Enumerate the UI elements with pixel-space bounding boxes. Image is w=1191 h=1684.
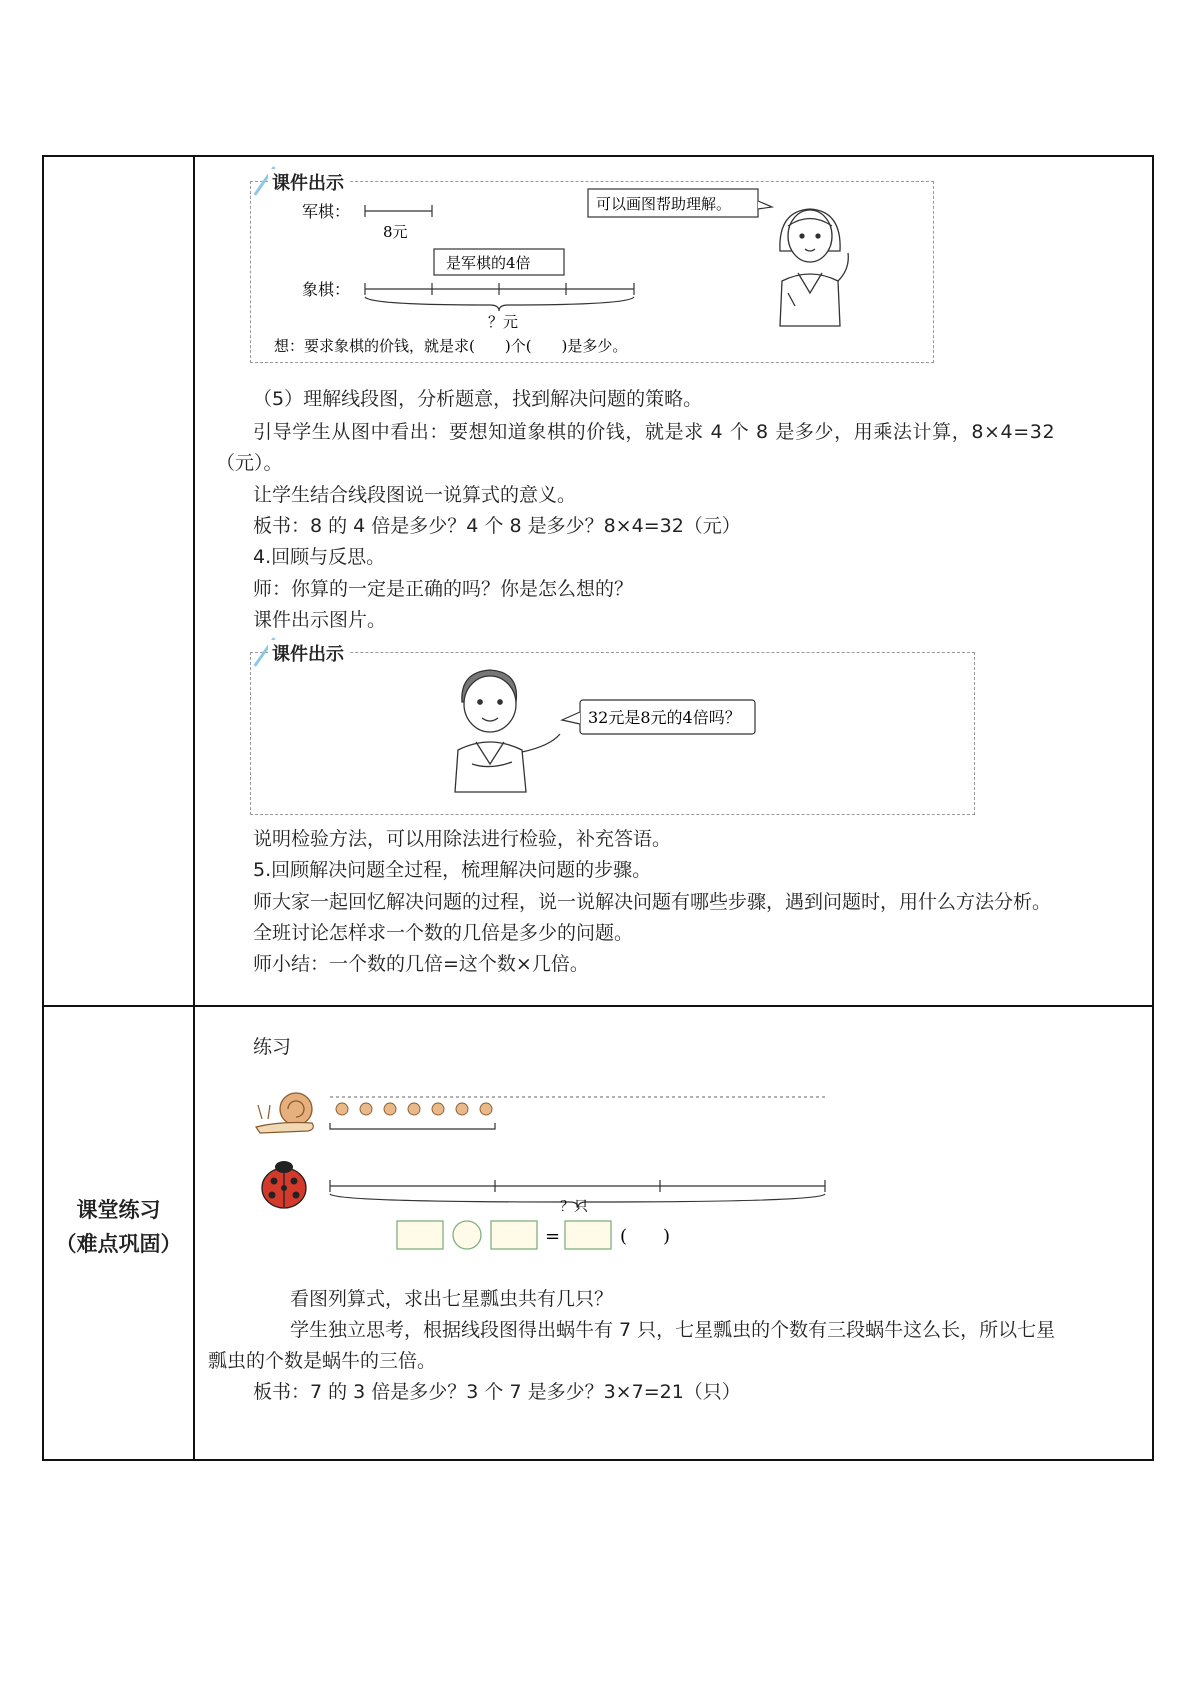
callout-text: 是军棋的4倍 [446, 254, 531, 272]
column-divider [193, 157, 195, 1459]
question-price: ？元 [488, 313, 519, 331]
paragraph-review-process: 5.回顾解决问题全过程，梳理解决问题的步骤。 [253, 859, 652, 881]
paragraph-review-heading: 4.回顾与反思。 [253, 546, 386, 568]
snail-ladybug-diagram [250, 1083, 850, 1263]
snail-bracket [330, 1123, 495, 1129]
paragraph-verify: 说明检验方法，可以用除法进行检验，补充答语。 [253, 828, 672, 850]
courseware-title-1: 课件出示 [268, 169, 348, 195]
practice-question: 看图列算式，求出七星瓢虫共有几只？ [290, 1288, 614, 1310]
paragraph-teacher-ask: 师：你算的一定是正确的吗？你是怎么想的？ [253, 578, 634, 600]
girl-illustration [780, 209, 848, 326]
row-label-line2: （难点巩固） [55, 1232, 182, 1256]
ladybug-question: ？只 [560, 1199, 588, 1215]
junqi-label: 军棋： [302, 202, 351, 221]
small-snails-row [336, 1103, 492, 1115]
row-divider [44, 1005, 1152, 1007]
xiangqi-label: 象棋： [302, 280, 351, 299]
boy-illustration [455, 670, 560, 792]
answer-box-1 [397, 1221, 443, 1249]
row-label-practice [44, 1193, 193, 1261]
paragraph-discuss: 全班讨论怎样求一个数的几倍是多少的问题。 [253, 922, 634, 944]
practice-thinking-cont: 瓢虫的个数是蜗牛的三倍。 [208, 1350, 437, 1372]
paragraph-board-1: 板书：8 的 4 倍是多少？4 个 8 是多少？8×4=32（元） [253, 515, 741, 537]
think-text: 想：要求象棋的价钱，就是求( )个( )是多少。 [274, 337, 628, 355]
bubble-text: 可以画图帮助理解。 [596, 195, 732, 213]
row-label-line1: 课堂练习 [76, 1198, 161, 1222]
boy-question-figure [250, 652, 975, 815]
snail-icon [256, 1093, 313, 1133]
paragraph-guide: 引导学生从图中看出：要想知道象棋的价钱，就是求 4 个 8 是多少，用乘法计算，8×4=32 [253, 421, 1056, 443]
paragraph-recall: 师大家一起回忆解决问题的过程，说一说解决问题有哪些步骤，遇到问题时，用什么方法分析。 [253, 891, 1052, 913]
practice-board: 板书：7 的 3 倍是多少？3 个 7 是多少？3×7=21（只） [253, 1381, 741, 1403]
xiangqi-brace [365, 297, 634, 311]
boy-bubble-text: 32元是8元的4倍吗？ [588, 708, 741, 727]
practice-title: 练习 [253, 1036, 292, 1058]
ladybug-icon [262, 1161, 306, 1208]
paragraph-understand: （5）理解线段图，分析题意，找到解决问题的策略。 [253, 388, 703, 410]
junqi-price: 8元 [383, 223, 408, 241]
answer-box-2 [491, 1221, 537, 1249]
courseware-title-2: 课件出示 [268, 640, 348, 666]
answer-box-3 [565, 1221, 611, 1249]
paragraph-explain: 让学生结合线段图说一说算式的意义。 [253, 484, 577, 506]
paragraph-summary: 师小结：一个数的几倍=这个数×几倍。 [253, 953, 589, 975]
practice-thinking: 学生独立思考，根据线段图得出蜗牛有 7 只，七星瓢虫的个数有三段蜗牛这么长，所以七星 [290, 1319, 1056, 1341]
chess-line-diagram [250, 181, 934, 363]
paragraph-guide-cont: （元）。 [216, 452, 283, 474]
operator-circle [453, 1221, 481, 1249]
unit-paren: ( ) [620, 1226, 671, 1247]
paragraph-show-picture: 课件出示图片。 [253, 609, 387, 631]
equals-sign: = [545, 1226, 561, 1247]
